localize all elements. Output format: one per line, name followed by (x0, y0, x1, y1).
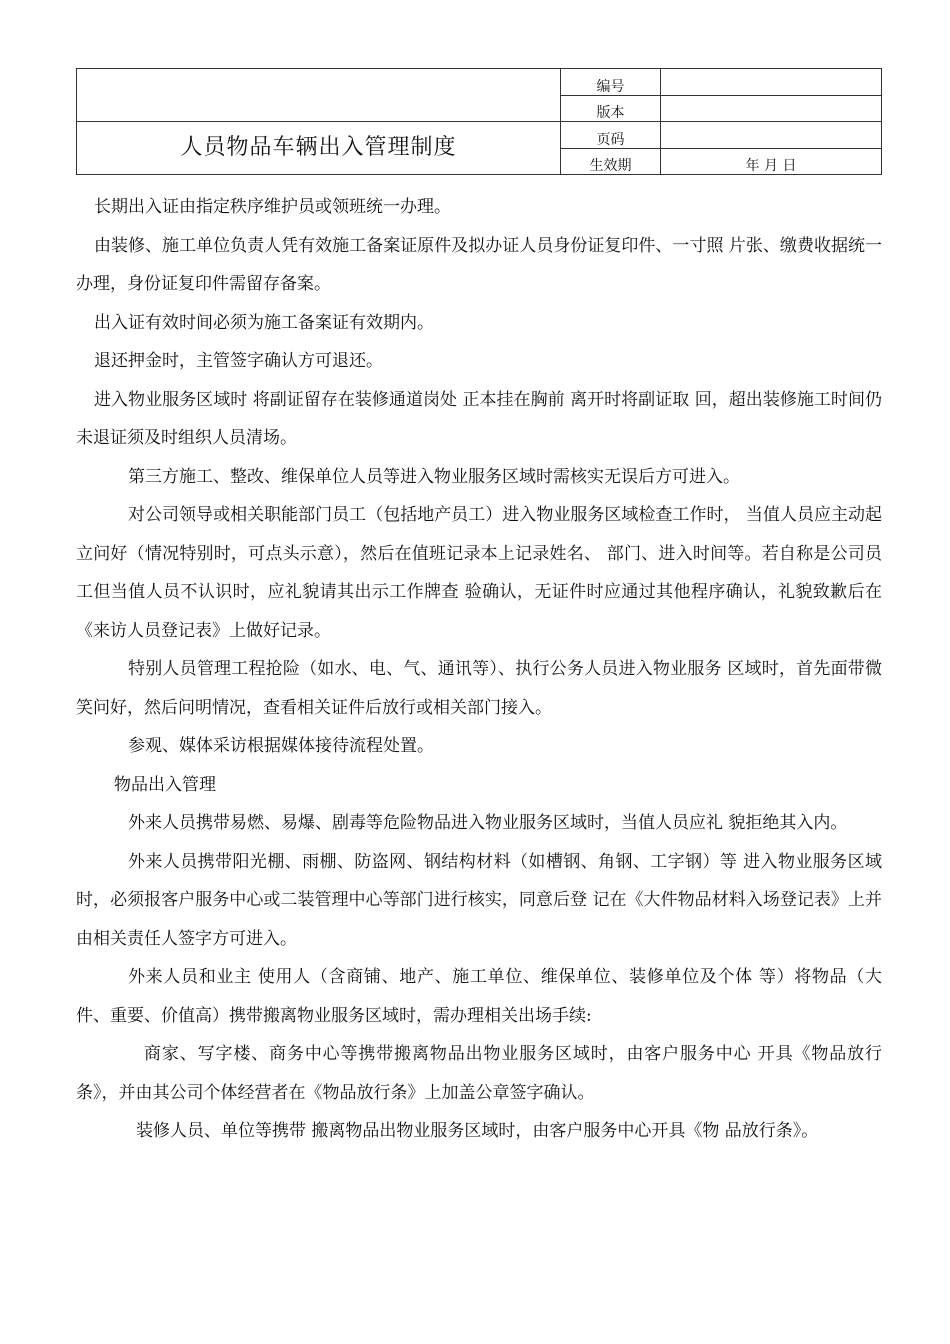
field-value-effective-date: 年 月 日 (661, 148, 882, 174)
paragraph: 进入物业服务区域时 将副证留存在装修通道岗处 正本挂在胸前 离开时将副证取 回，超出装修施工时间仍未退证须及时组织人员清场。 (76, 389, 882, 448)
paragraph: 特别人员管理工程抢险（如水、电、气、通讯等）、执行公务人员进入物业服务 区域时，首先面带微笑问好，然后问明情况，查看相关证件后放行或相关部门接入。 (76, 659, 882, 718)
paragraph: 退还押金时，主管签字确认方可退还。 (94, 351, 383, 371)
paragraph: 商家、写字楼、商务中心等携带搬离物品出物业服务区域时，由客户服务中心 开具《物品放行条》，并由其公司个体经营者在《物品放行条》上加盖公章签字确认。 (76, 1044, 882, 1103)
field-label-number: 编号 (561, 69, 661, 96)
paragraph: 参观、媒体采访根据媒体接待流程处置。 (128, 736, 434, 756)
document-body (76, 188, 882, 1151)
paragraph: 外来人员携带易燃、易爆、剧毒等危险物品进入物业服务区域时，当值人员应礼 貌拒绝其入内。 (128, 813, 848, 833)
paragraph: 长期出入证由指定秩序维护员或领班统一办理。 (94, 197, 451, 217)
paragraph: 外来人员携带阳光棚、雨棚、防盗网、钢结构材料（如槽钢、角钢、工字钢）等 进入物业服务区域时，必须报客户服务中心或二装管理中心等部门进行核实，同意后登 记在《大件物品材料入场登记表》上并由相关责任人签字方可进入。 (76, 851, 882, 949)
section-heading: 物品出入管理 (114, 774, 216, 795)
field-label-version: 版本 (561, 96, 661, 122)
field-label-page: 页码 (561, 122, 661, 148)
field-value-page (661, 122, 882, 148)
document-title: 人员物品车辆出入管理制度 (77, 122, 561, 175)
field-value-number (661, 69, 882, 96)
field-value-version (661, 96, 882, 122)
paragraph: 对公司领导或相关职能部门员工（包括地产员工）进入物业服务区域检查工作时， 当值人员应主动起立问好（情况特别时，可点头示意），然后在值班记录本上记录姓名、 部门、进入时间等。若自称是公司员工但当值人员不认识时，应礼貌请其出示工作牌查 验确认，无证件时应通过其他程序确认，礼貌致歉后在《来访人员登记表》上做好记录。 (76, 505, 882, 641)
paragraph: 由装修、施工单位负责人凭有效施工备案证原件及拟办证人员身份证复印件、一寸照 片张、缴费收据统一办理，身份证复印件需留存备案。 (76, 235, 882, 294)
document-header-table (76, 68, 882, 175)
header-blank-cell (77, 69, 561, 122)
paragraph: 外来人员和业主 使用人（含商铺、地产、施工单位、维保单位、装修单位及个体 等）将物品（大件、重要、价值高）携带搬离物业服务区域时，需办理相关出场手续: (76, 967, 882, 1026)
field-label-effective-date: 生效期 (561, 148, 661, 174)
paragraph: 出入证有效时间必须为施工备案证有效期内。 (94, 312, 434, 333)
paragraph: 装修人员、单位等携带 搬离物品出物业服务区域时，由客户服务中心开具《物 品放行条》。 (136, 1121, 819, 1141)
paragraph: 第三方施工、整改、维保单位人员等进入物业服务区域时需核实无误后方可进入。 (128, 466, 740, 487)
